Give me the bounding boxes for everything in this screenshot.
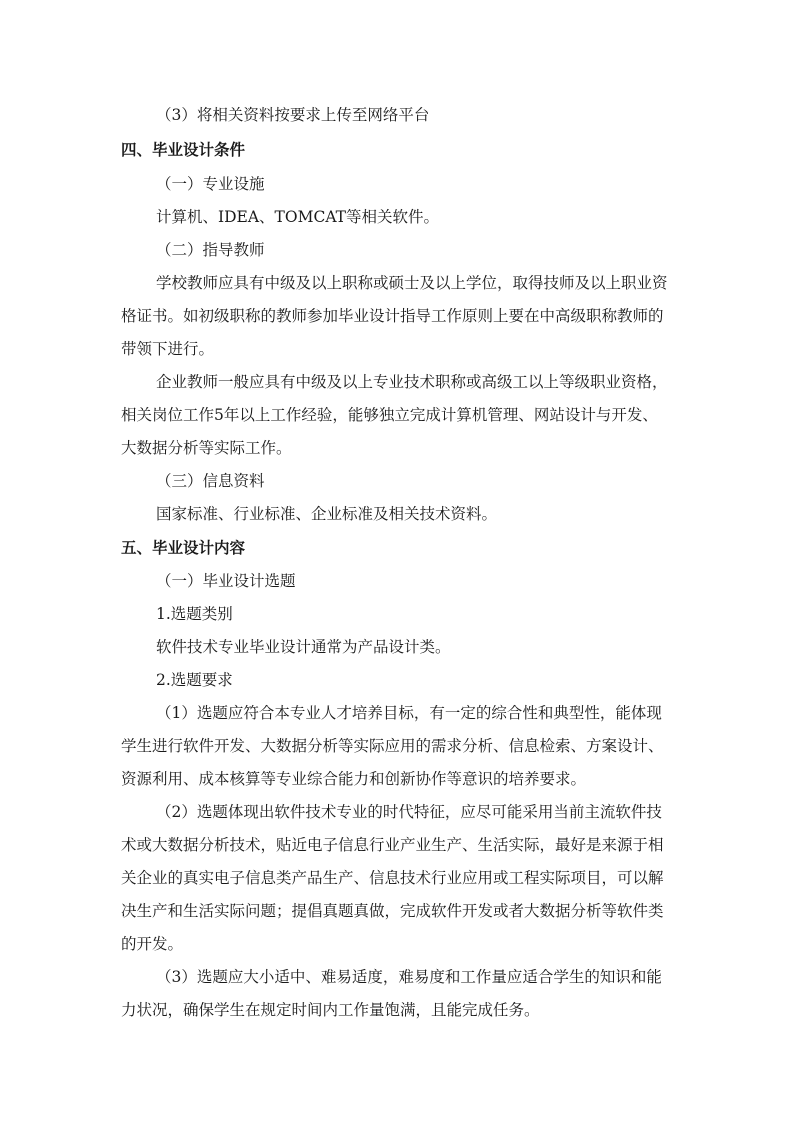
subsection-heading: （一）专业设施 (156, 175, 265, 193)
section-heading-4: 四、毕业设计条件 (121, 141, 246, 159)
subsection-heading: （三）信息资料 (156, 472, 265, 490)
paragraph-line: 术或大数据分析技术，贴近电子信息行业产业生产、生活实际，最好是来源于相 (121, 836, 664, 854)
paragraph-line: （3）选题应大小适中、难易适度，难易度和工作量应适合学生的知识和能 (156, 968, 662, 986)
subsection-heading: （二）指导教师 (156, 241, 265, 259)
paragraph-line: 大数据分析等实际工作。 (121, 439, 292, 457)
paragraph-line: 资源利用、成本核算等专业综合能力和创新协作等意识的培养要求。 (121, 770, 587, 788)
upload-step-text: （3）将相关资料按要求上传至网络平台 (156, 106, 430, 124)
subsection-heading: （一）毕业设计选题 (156, 572, 296, 590)
paragraph-line: 软件技术专业毕业设计通常为产品设计类。 (156, 638, 451, 656)
paragraph-line: 格证书。如初级职称的教师参加毕业设计指导工作原则上要在中高级职称教师的 (121, 307, 664, 325)
paragraph-line: 关企业的真实电子信息类产品生产、信息技术行业应用或工程实际项目，可以解 (121, 869, 664, 887)
paragraph-line: 的开发。 (121, 935, 184, 953)
paragraph-line: 计算机、IDEA、TOMCAT等相关软件。 (156, 208, 440, 226)
paragraph-line: 学校教师应具有中级及以上职称或硕士及以上学位，取得技师及以上职业资 (156, 274, 668, 292)
section-heading-5: 五、毕业设计内容 (121, 539, 246, 557)
paragraph-line: 相关岗位工作5年以上工作经验，能够独立完成计算机管理、网站设计与开发、 (121, 406, 658, 424)
paragraph-line: 带领下进行。 (121, 340, 215, 358)
numbered-heading: 1.选题类别 (156, 605, 233, 623)
paragraph-line: 决生产和生活实际问题；提倡真题真做，完成软件开发或者大数据分析等软件类 (121, 902, 664, 920)
paragraph-line: （1）选题应符合本专业人才培养目标，有一定的综合性和典型性，能体现 (156, 704, 662, 722)
paragraph-line: （2）选题体现出软件技术专业的时代特征，应尽可能采用当前主流软件技 (156, 803, 662, 821)
numbered-heading: 2.选题要求 (156, 671, 233, 689)
paragraph-line: 学生进行软件开发、大数据分析等实际应用的需求分析、信息检索、方案设计、 (121, 737, 664, 755)
paragraph-line: 力状况，确保学生在规定时间内工作量饱满，且能完成任务。 (121, 1001, 540, 1019)
paragraph-line: 企业教师一般应具有中级及以上专业技术职称或高级工以上等级职业资格， (156, 373, 668, 391)
paragraph-line: 国家标准、行业标准、企业标准及相关技术资料。 (156, 505, 498, 523)
